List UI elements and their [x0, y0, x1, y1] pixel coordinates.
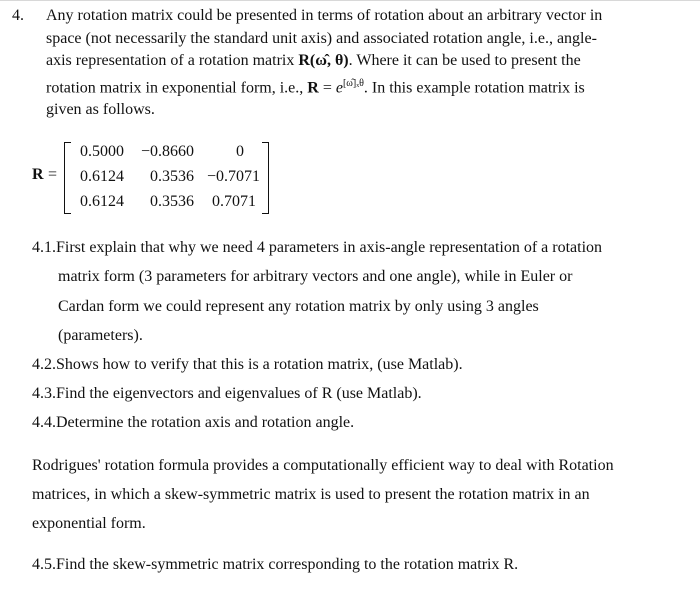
- top-divider: [0, 0, 700, 1]
- rotation-matrix: [30, 142, 280, 214]
- matrix-cell-r3c1: 0.6124: [80, 193, 124, 210]
- matrix-cell-r3c3: 0.7071: [212, 193, 256, 210]
- matrix-cell-r3c2: 0.3536: [150, 193, 194, 210]
- intro-line-4-end: . In this example rotation matrix is: [363, 78, 585, 96]
- intro-line-1: Any rotation matrix could be presented in terms of rotation about an arbitrary vector in: [46, 7, 603, 24]
- item-4-2: 4.2.Shows how to verify that this is a rotation matrix, (use Matlab).: [32, 356, 463, 373]
- math-rotation-matrix-symbol: R(ω̂, θ): [298, 52, 349, 69]
- item-4-3: 4.3.Find the eigenvectors and eigenvalues of R (use Matlab).: [32, 385, 422, 402]
- intro-line-5: given as follows.: [46, 101, 155, 119]
- matrix-cell-r2c2: 0.3536: [150, 168, 194, 185]
- matrix-right-bracket: [262, 142, 269, 214]
- matrix-label: R: [32, 166, 44, 183]
- intro-line-3-end: . Where it can be used to present the: [348, 52, 581, 69]
- question-number: 4.: [12, 7, 24, 24]
- matrix-cell-r1c1: 0.5000: [80, 143, 124, 160]
- rodrigues-line-3: exponential form.: [32, 515, 146, 532]
- item-4-1-line-3: Cardan form we could represent any rotation matrix by only using 3 angles: [58, 298, 539, 315]
- math-exp-superscript: [ω̂]ₓθ: [342, 77, 364, 89]
- matrix-cell-r1c2: −0.8660: [140, 143, 194, 160]
- item-4-4: 4.4.Determine the rotation axis and rotation angle.: [32, 414, 355, 431]
- math-exp-e: e: [335, 78, 343, 96]
- item-4-1-line-1: 4.1.First explain that why we need 4 parameters in axis-angle representation of a rotation: [32, 239, 603, 256]
- math-exp-R: R: [307, 78, 319, 96]
- intro-line-4: [46, 73, 686, 100]
- rodrigues-line-1: Rodrigues' rotation formula provides a computationally efficient way to deal with Rotation: [32, 457, 614, 474]
- question-intro: [46, 5, 686, 122]
- item-4-1-line-4: (parameters).: [58, 327, 143, 344]
- intro-line-4-text: rotation matrix in exponential form, i.e.,: [46, 78, 308, 96]
- intro-line-3: [46, 50, 686, 73]
- matrix-cell-r2c3: −0.7071: [206, 168, 260, 185]
- item-4-1-line-2: matrix form (3 parameters for arbitrary vectors and one angle), while in Euler or: [58, 268, 573, 285]
- matrix-cell-r1c3: 0: [236, 143, 244, 160]
- intro-line-2: space (not necessarily the standard unit axis) and associated rotation angle, i.e., angle-: [46, 29, 597, 47]
- matrix-equals: =: [48, 166, 58, 183]
- matrix-cell-r2c1: 0.6124: [80, 168, 124, 185]
- intro-line-3-text: axis representation of a rotation matrix: [46, 52, 299, 69]
- rodrigues-line-2: matrices, in which a skew-symmetric matrix is used to present the rotation matrix in an: [32, 486, 590, 503]
- item-4-5: 4.5.Find the skew-symmetric matrix corresponding to the rotation matrix R.: [32, 556, 519, 573]
- math-exp-equals: =: [318, 78, 336, 96]
